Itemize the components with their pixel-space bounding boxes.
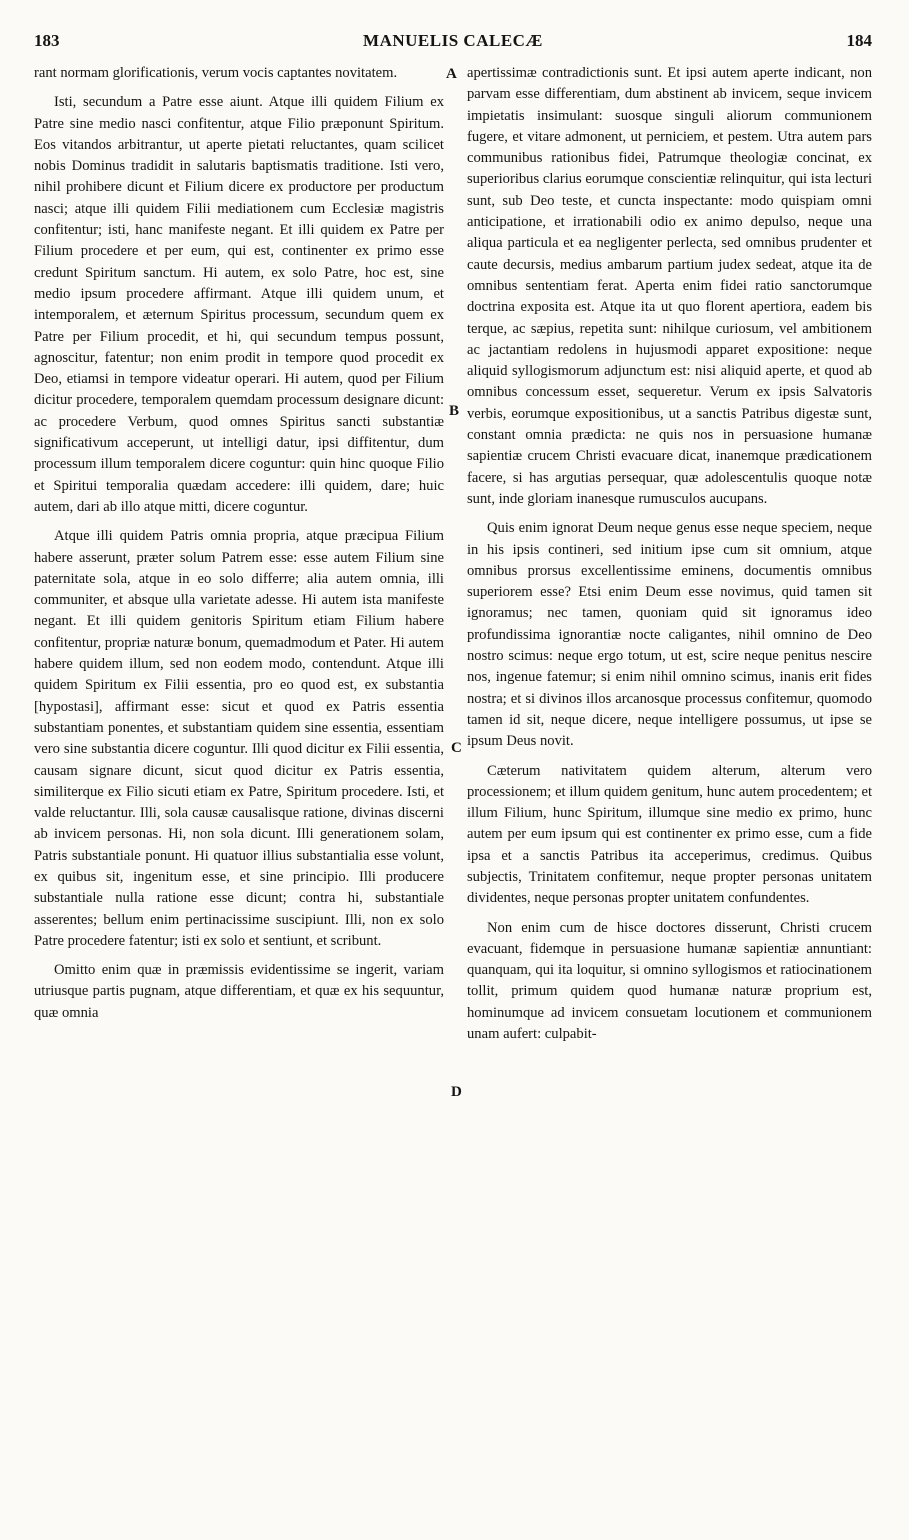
left-column [34, 63, 444, 1024]
paragraph: rant normam glorificationis, verum vocis captantes novitatem. [34, 65, 398, 81]
margin-letter-a: A [446, 66, 457, 82]
running-header [34, 31, 872, 59]
paragraph: Omitto enim quæ in præmissis evidentissime se ingerit, variam utriusque partis pugnam, atque differentiam, et quæ ex his sequuntur, quæ omnia [34, 962, 444, 1021]
paragraph: Atque illi quidem Patris omnia propria, atque præcipua Filium habere asserunt, præter solum Patrem esse: esse autem Filium sine paternitate sola, atque in eo solo differre; alia autem omnia, illi communiter, et absque ulla varietate adesse. Hi autem ista manifeste negant. Et illi quidem genitoris Spiritum etiam Filium habere confitentur, propriæ naturæ bonum, quemadmodum et Pater. Hi autem habere quidem illum, sed non eodem modo, contendunt. Atque illi quidem Spiritum ex Filii essentia, pro eo quod est, ex substantia [hypostasi], affirmant esse: sicut et quod ex Patris essentia substantiam ponentes, et substantiam quidem sine essentia, essentiam vero sine substantia dicere coguntur. Illi quod dicitur ex Filii essentia, causam signare dicunt, sicut quod dicitur ex Patris essentia, similiterque ex Filio sicuti etiam ex Patre, Spiritum procedere. Isti, et valde reluctantur. Illi, sola causæ causalisque ratione, divinas discerni ab invicem personas. Hi, non sola dicunt. Illi generationem solam, Patris substantiale ponunt. Hi quatuor illius substantialia esse volunt, ex quibus sit, ingenitum esse, et sine principio. Illi producere substantiale nulla ratione esse dicunt; contra hi, substantiale asserentes; bellum enim pertinacissime suscipiunt. Illi, non ex solo Patre procedere fatentur; isti ex solo et sentiunt, et scribunt. [34, 528, 444, 949]
paragraph: Non enim cum de hisce doctores disserunt, Christi crucem evacuant, fidemque in persuasione humanæ sapientiæ annuntiant: quanquam, qui ita loquitur, si omnino syllogismos et ratiocinationem tollit, primum quidem quod humanæ naturæ proprium est, hominumque ad invicem consuetam locutionem et communionem unam aufert: culpabit- [467, 919, 872, 1043]
paragraph: Cæterum nativitatem quidem alterum, alterum vero processionem; et illum quidem genitum, hunc autem procedentem; et illum Filium, hunc Spiritum, illumque sine medio ex primo, hunc autem per eum ipsum qui est continenter ex primo esse, cum a fide ipsa et a sanctis Patribus ita acceperimus, credimus. Quibus subjectis, Trinitatem confitemur, neque propter personas unitatem dividentes, neque personas propter unitatem confundentes. [467, 762, 872, 907]
margin-letter-c: C [451, 740, 462, 756]
running-title: MANUELIS CALECÆ [363, 31, 543, 50]
page-number-left: 183 [34, 31, 60, 50]
page-number-right: 184 [846, 31, 872, 50]
margin-letter-b: B [449, 403, 460, 419]
paragraph: Isti, secundum a Patre esse aiunt. Atque illi quidem Filium ex Patre sine medio nasci confitentur, atque Filio præponunt Spiritum. Eos vitandos arbitrantur, ut aperte pietati reluctantes, quam scilicet nobis Dominus tradidit in salutaris baptismatis traditione. Isti vero, nihil prohibere dicunt et Filium dicere ex productore per productum nasci; atque illi quidem Filii mediationem cum Ecclesiæ magistris confitentur; isti, hanc manifeste negant. Et illi quidem ex Patre per Filium procedere et per eum, qui est, continenter ex primo esse credunt Spiritum sanctum. Hi autem, ex solo Patre, hoc est, sine medio ipsum procedere affirmant. Atque illi quidem unum, et intemporalem, et æternum Spiritus processum, secundum quem ex Patre per Filium procedit, et hi, qui secundum tempus possunt, agnoscitur, fatentur; non enim prodit in tempore quod procedit ex Deo, etiamsi in tempore videatur operari. Hi autem, quod per Filium dicitur procedere, temporalem quemdam processum designare dicunt: ac procedere Verbum, quod omnes Spiritus sancti substantiæ significativum acceperunt, ut intelligi datur, ipsi diffitentur, dum processum illum temporalem dicere coguntur: quin hinc quoque Filio et Spiritui temporalia quædam accedere: illi quidem, dare; huic autem, dari ab illo atque mitti, dicere coguntur. [34, 94, 444, 515]
paragraph: apertissimæ contradictionis sunt. Et ipsi autem aperte indicant, non parvam esse differentiam, dum abstinent ab invicem, seque invicem impietatis insimulant: suosque singuli aliorum communionem fugere, et vitare admonent, ut perniciem, et pestem. Utra autem pars communibus rationibus fidei, Patrumque theologiæ concinat, ex superioribus clarius eorumque conscientiæ relinquitur, qui ista lecturi sunt, sub Deo teste, et cuncta inspectante: modo quispiam omni anticipatione, et irrationabili odio ex animo depulso, neque una aliqua particula et ea negligenter perlecta, sed omnibus prudenter et caute decursis, medius ambarum partium judex sedeat, atque ita de omnibus sententiam ferat. Aperta enim fidei ratio sanctorumque doctrina exposita est. Atque ita ut quo florent apertiora, eadem bis terque, ac sæpius, repetita sunt: nihilque curiosum, vel ambitionem ac jactantiam redolens in hujusmodi apparet expositione: neque aliquid syllogismorum adjunctum est: nisi aliquid aperte, et quod ab omnibus concessum esset, sequeretur. Verum ex ipsis Salvatoris verbis, eorumque expositionibus, ut a sanctis Patribus digestæ sunt, constant omnia prædicta: ne quis nos in persuasione humanæ sapientiæ crucem Christi evacuare dicat, inanemque prædicationem facere, si has argutias persequar, quæ adolescentulis quoque notæ sunt, inde gloriam inanesque rumusculos aucupans. [467, 65, 872, 507]
right-column [467, 63, 872, 1045]
paragraph: Quis enim ignorat Deum neque genus esse neque speciem, neque in his ipsis contineri, sed initium ipse cum sit omnium, atque omnibus prorsus excellentissime eminens, documentis omnibus superiorem esse? Etsi enim Deum esse novimus, quid tamen sit ignoramus; nec tamen, quoniam quid sit ignoramus ideo profundissima ignorantiæ nocte caligantes, nihil omnino de Deo nostro scimus: neque ergo totum, ut est, scire neque penitus nescire nos, ingenue fatemur; si enim nihil omnino scimus, inanis erit fides nostra; et si divinos illos arcanosque processus confitemur, quomodo tamen id sit, neque dicere, neque intelligere possumus, ut ipse se ipsum Deus novit. [467, 520, 872, 750]
margin-letter-d: D [451, 1084, 462, 1100]
